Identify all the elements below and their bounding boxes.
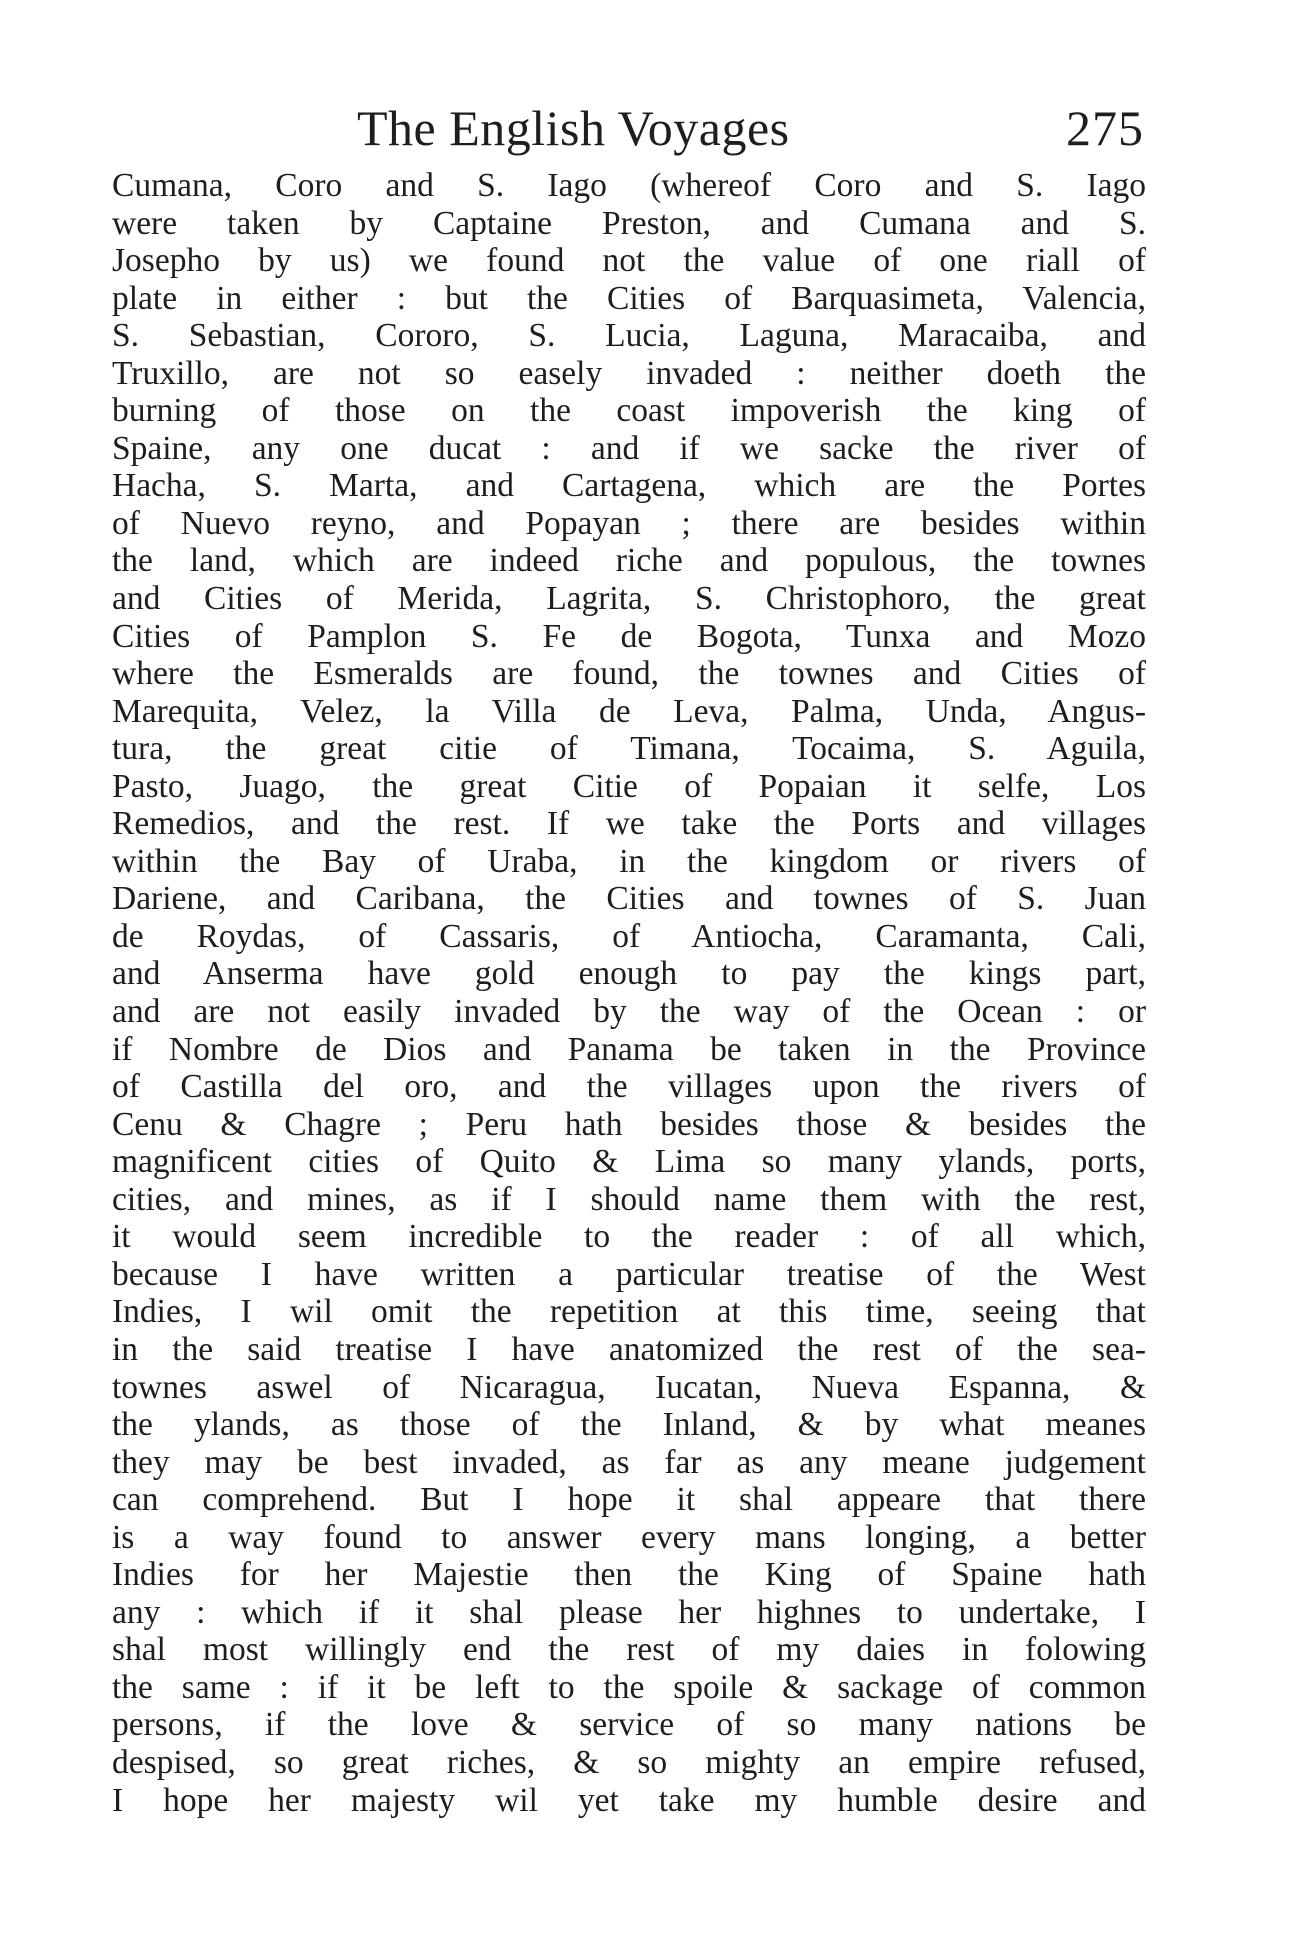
running-title: The English Voyages [357, 100, 790, 156]
text-line: de Roydas, of Cassaris, of Antiocha, Caramanta, Cali, [112, 917, 1146, 955]
text-line: the same : if it be left to the spoile & sackage of common [112, 1668, 1146, 1706]
text-line: where the Esmeralds are found, the townes and Cities of [112, 655, 1146, 693]
text-line: Spaine, any one ducat : and if we sacke the river of [112, 429, 1146, 467]
text-line: tura, the great citie of Timana, Tocaima, S. Aguila, [112, 730, 1146, 768]
text-line: burning of those on the coast impoverish the king of [112, 392, 1146, 430]
text-line: Marequita, Velez, la Villa de Leva, Palma, Unda, Angus- [112, 692, 1146, 730]
text-line: in the said treatise I have anatomized the rest of the sea- [112, 1330, 1146, 1368]
text-line: and are not easily invaded by the way of the Ocean : or [112, 993, 1146, 1031]
text-line: Indies for her Majestie then the King of Spaine hath [112, 1556, 1146, 1594]
text-line: Indies, I wil omit the repetition at this time, seeing that [112, 1293, 1146, 1331]
text-line: Pasto, Juago, the great Citie of Popaian it selfe, Los [112, 767, 1146, 805]
text-line: plate in either : but the Cities of Barquasimeta, Valencia, [112, 279, 1146, 317]
page-number: 275 [1066, 100, 1144, 156]
text-line: because I have written a particular treatise of the West [112, 1255, 1146, 1293]
text-line: Remedios, and the rest. If we take the Ports and villages [112, 805, 1146, 843]
text-line: if Nombre de Dios and Panama be taken in the Province [112, 1030, 1146, 1068]
text-line: the ylands, as those of the Inland, & by what meanes [112, 1406, 1146, 1444]
text-line: any : which if it shal please her highnes to undertake, I [112, 1593, 1146, 1631]
text-line: can comprehend. But I hope it shal appeare that there [112, 1481, 1146, 1519]
text-line: persons, if the love & service of so many nations be [112, 1706, 1146, 1744]
text-line: Josepho by us) we found not the value of one riall of [112, 242, 1146, 280]
text-line: townes aswel of Nicaragua, Iucatan, Nueva Espanna, & [112, 1368, 1146, 1406]
text-line: despised, so great riches, & so mighty an empire refused, [112, 1743, 1146, 1781]
text-line: Hacha, S. Marta, and Cartagena, which are the Portes [112, 467, 1146, 505]
text-line: magnificent cities of Quito & Lima so many ylands, ports, [112, 1143, 1146, 1181]
text-line: Cities of Pamplon S. Fe de Bogota, Tunxa and Mozo [112, 617, 1146, 655]
text-line: they may be best invaded, as far as any meane judgement [112, 1443, 1146, 1481]
text-line: were taken by Captaine Preston, and Cumana and S. [112, 204, 1146, 242]
text-line: the land, which are indeed riche and populous, the townes [112, 542, 1146, 580]
text-line: within the Bay of Uraba, in the kingdom or rivers of [112, 842, 1146, 880]
body-text [112, 167, 1146, 1819]
text-line: cities, and mines, as if I should name them with the rest, [112, 1180, 1146, 1218]
text-line: and Cities of Merida, Lagrita, S. Christophoro, the great [112, 580, 1146, 618]
text-line: I hope her majesty wil yet take my humble desire and [112, 1781, 1146, 1819]
text-line: shal most willingly end the rest of my daies in folowing [112, 1631, 1146, 1669]
text-line: Truxillo, are not so easely invaded : neither doeth the [112, 354, 1146, 392]
page-header [112, 96, 1146, 160]
text-line: of Nuevo reyno, and Popayan ; there are besides within [112, 504, 1146, 542]
text-line: it would seem incredible to the reader : of all which, [112, 1218, 1146, 1256]
text-line: Dariene, and Caribana, the Cities and townes of S. Juan [112, 880, 1146, 918]
text-line: is a way found to answer every mans longing, a better [112, 1518, 1146, 1556]
text-line: of Castilla del oro, and the villages upon the rivers of [112, 1068, 1146, 1106]
text-line: Cenu & Chagre ; Peru hath besides those & besides the [112, 1105, 1146, 1143]
text-line: and Anserma have gold enough to pay the kings part, [112, 955, 1146, 993]
text-line: Cumana, Coro and S. Iago (whereof Coro and S. Iago [112, 167, 1146, 204]
text-line: S. Sebastian, Cororo, S. Lucia, Laguna, Maracaiba, and [112, 317, 1146, 355]
